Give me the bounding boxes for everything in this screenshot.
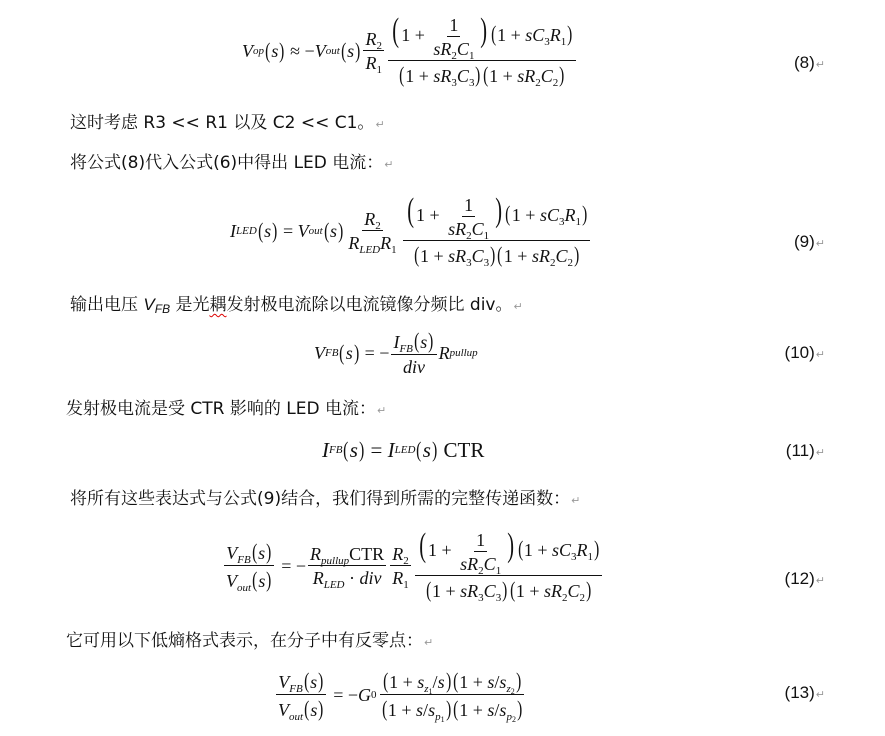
paragraph: 输出电压 $V_{FB}$ 是光耦发射极电流除以电流镜像分频比 div。↵ [70,295,523,316]
equation-number: (9)↵ [794,232,825,251]
equation-number: (8)↵ [794,53,825,72]
equation-number: (12)↵ [784,569,825,588]
equation-9 [0,188,885,274]
equation-13 [0,664,885,726]
paragraph: 它可用以下低熵格式表示，在分子中有反零点：↵ [66,631,434,651]
paragraph: 将公式(8)代入公式(6)中得出 LED 电流：↵ [70,153,394,173]
equation-11 [0,432,885,468]
equation-number: (13)↵ [784,683,825,702]
paragraph: 这时考虑 R3 << R1 以及 C2 << C1。↵ [70,113,385,133]
equation-11-body: I FB ( s ) = I LED ( s ) CTR [322,437,485,462]
equation-9-body: I LED ( s ) = V out ( s ) $\frac{R_2}{R_{LED}R_1}$ ( 1 + $\frac{1}{sR_2C_1}$ ) $(1 + sC_3R_1)$ $(1 + sR_3C_3)(1 + sR_2C_2)$ [230,188,592,274]
equation-8 [0,8,885,94]
equation-12 [0,520,885,612]
paragraph: 发射极电流是受 CTR 影响的 LED 电流：↵ [66,399,387,419]
equation-10-body: V FB ( s ) = − $\frac{I_{FB}(s)}{\text{div}}$ R pullup [314,328,478,377]
equation-8-body: V op ( s ) ≈ − V out ( s ) $\frac{R_2}{R_1}$ ( 1 + $\frac{1}{sR_2C_1}$ ) $(1 + sC_3R_1)$ $(1 + sR_3C_3)(1 + sR_2C_2)$ [242,8,578,94]
equation-number: (11)↵ [785,441,825,460]
equation-10 [0,328,885,378]
equation-number: (10)↵ [784,343,825,362]
paragraph: 将所有这些表达式与公式(9)结合，我们得到所需的完整传递函数：↵ [70,489,581,509]
equation-12-body: $\frac{V_{FB}(s)}{V_{out}(s)}$ = − $\frac{R_{pullup}CTR}{R_{LED} \cdot div}$ $\frac{R_2}{R_1}$ ( 1 + $\frac{1}{sR_2C_1}$ ) $(1 + sC_3R_1)$ $(1 + sR_3C_3)(1 + sR_2C_2)$ [222,520,604,612]
equation-13-body: $\frac{V_{FB}(s)}{V_{out}(s)}$ = − G 0 $\frac{(1 + s_{z_1}/s)(1 + s/s_{z_2})}{(1 + s/s_{p_1})(1 + s/s_{p_2})}$ [278,668,523,724]
